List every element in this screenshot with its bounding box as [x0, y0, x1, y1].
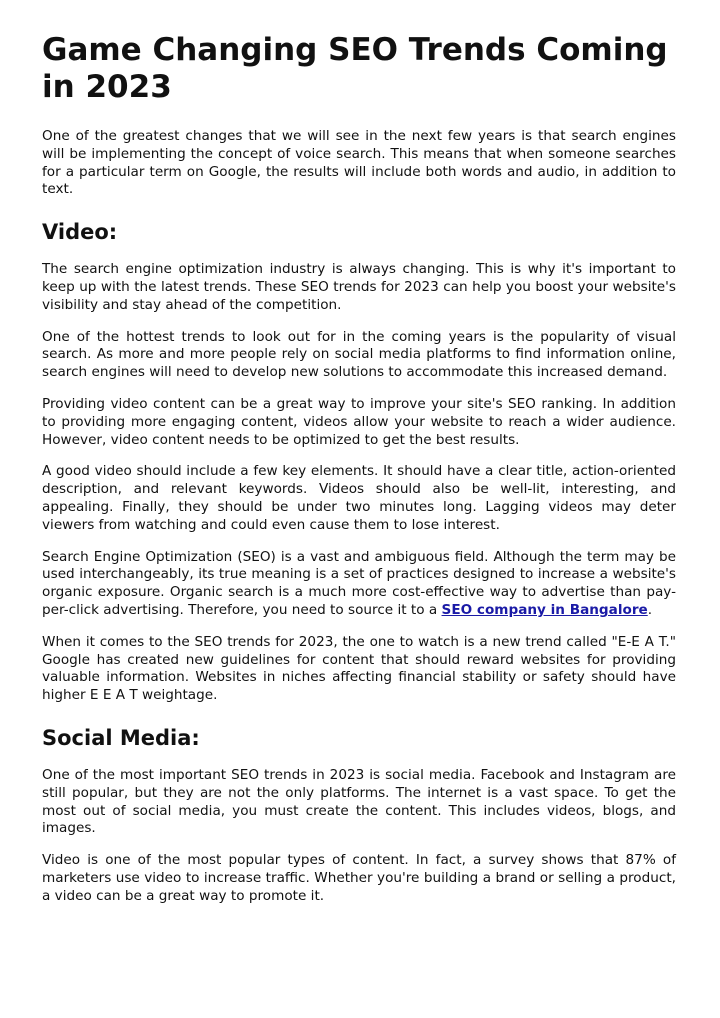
video-paragraph-5-end: .: [647, 601, 653, 618]
seo-company-link[interactable]: SEO company in Bangalore: [441, 601, 648, 618]
section-heading-social-media: Social Media:: [42, 725, 200, 750]
video-paragraph-3: Providing video content can be a great way to improve your site's SEO ranking. In addition to providing more engaging content, videos allow your website to reach a wider audience. However, video content needs to be optimized to get the best results.: [42, 395, 676, 448]
section-heading-video: Video:: [42, 220, 118, 245]
video-paragraph-2: One of the hottest trends to look out for in the coming years is the popularity of visual search. As more and more people rely on social media platforms to find information online, search engines will need to develop new solutions to accommodate this increased demand.: [42, 328, 676, 381]
social-paragraph-2: Video is one of the most popular types of content. In fact, a survey shows that 87% of marketers use video to increase traffic. Whether you're building a brand or selling a product, a video can be a great way to promote it.: [42, 852, 676, 904]
page-title: Game Changing SEO Trends Coming in 2023: [42, 32, 668, 105]
video-paragraph-1: The search engine optimization industry is always changing. This is why it's important to keep up with the latest trends. These SEO trends for 2023 can help you boost your website's visibility and stay ahead of the competition.: [42, 261, 676, 313]
video-paragraph-5: [42, 549, 676, 620]
video-paragraph-4: A good video should include a few key elements. It should have a clear title, action-oriented description, and relevant keywords. Videos should also be well-lit, interesting, and appealing. Finally, they should be under two minutes long. Lagging videos may deter viewers from watching and could even cause them to lose interest.: [42, 463, 676, 533]
intro-paragraph: One of the greatest changes that we will see in the next few years is that search engines will be implementing the concept of voice search. This means that when someone searches for a particular term on Google, the results will include both words and audio, in addition to text.: [42, 128, 676, 198]
video-paragraph-5-text: Search Engine Optimization (SEO) is a vast and ambiguous field. Although the term may be used interchangeably, its true meaning is a set of practices designed to increase a website's organic exposure. Organic search is a much more cost-effective way to advertise than pay-per-click advertising. Therefore, you need to source it to a: [42, 548, 676, 618]
social-paragraph-1: One of the most important SEO trends in 2023 is social media. Facebook and Instagram are still popular, but they are not the only platforms. The internet is a vast space. To get the most out of social media, you must create the content. This includes videos, blogs, and images.: [42, 766, 676, 837]
document-page: [42, 32, 676, 920]
video-paragraph-6: When it comes to the SEO trends for 2023, the one to watch is a new trend called "E-E A T." Google has created new guidelines for content that should reward websites for providing valuable information. Websites in niches affecting financial stability or safety should have higher E E A T weightage.: [42, 633, 676, 704]
